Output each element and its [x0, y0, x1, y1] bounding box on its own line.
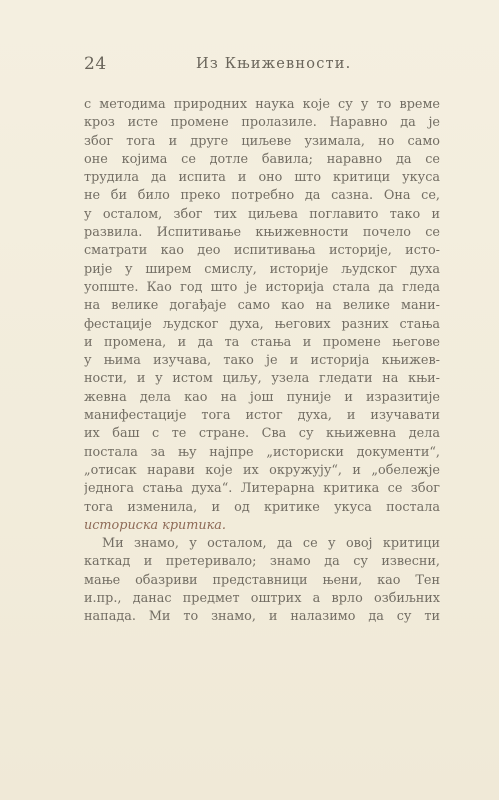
text-line: с методима природних наука које су у то време	[84, 97, 440, 112]
text-line: трудила да испита и оно што критици укуса	[84, 170, 440, 186]
paragraph-2	[84, 535, 440, 626]
text-line: и.пр., данас предмет оштрих а врло озбиљних	[84, 591, 440, 607]
text-line: мање обазриви представници њени, као Тен	[84, 572, 440, 588]
text-line: их баш с те стране. Сва су књижевна дела	[84, 426, 440, 442]
text-line: сматрати као део испитивања историје, исто-	[84, 243, 440, 259]
page-header	[84, 54, 354, 78]
text-line: фестације људског духа, његових разних стања	[84, 316, 440, 332]
text-line: уопште. Као год што је историја стала да гледа	[84, 279, 440, 295]
text-line: у осталом, због тих циљева поглавито тако и	[84, 206, 440, 222]
text-line: и промена, и да та стања и промене његове	[84, 334, 440, 350]
text-line: рије у ширем смислу, историје људског духа	[84, 261, 440, 277]
text-line: развила. Испитивање књижевности почело се	[84, 225, 440, 241]
text-line: у њима изучава, тако је и историја књижев-	[84, 353, 440, 369]
text-line: кроз исте промене пролазиле. Наравно да је	[84, 115, 440, 131]
text-line: због тога и друге циљеве узимала, но само	[84, 133, 440, 149]
text-line: оне којима се дотле бавила; наравно да се	[84, 151, 440, 167]
text-line: манифестације тога истог духа, и изучавати	[84, 408, 440, 424]
text-line: каткад и претеривало; знамо да су извесни,	[84, 554, 440, 570]
body-text	[84, 96, 440, 627]
running-title: Из Књижевности.	[196, 56, 352, 72]
text-line: тога изменила, и од критике укуса постала	[84, 499, 440, 515]
text-line: жевна дела као на још пуније и изразитије	[84, 389, 440, 405]
text-line: постала за њу најпре „историски документи“,	[84, 444, 440, 460]
text-line: „отисак нарави које их окружују“, и „обележје	[84, 462, 440, 478]
italic-text-line: историска критика.	[84, 517, 226, 533]
text-line: једнога стања духа“. Литерарна критика се због	[84, 481, 440, 497]
paragraph-1	[84, 96, 440, 535]
text-line: напада. Ми то знамо, и налазимо да су ти	[84, 609, 440, 625]
text-line: на велике догађаје само као на велике мани-	[84, 298, 440, 314]
text-line: ности, и у истом циљу, узела гледати на књи-	[84, 371, 440, 387]
page-number: 24	[84, 54, 107, 74]
text-line: Ми знамо, у осталом, да се у овој критици	[102, 536, 440, 552]
text-line: не би било преко потребно да сазна. Она се,	[84, 188, 440, 204]
